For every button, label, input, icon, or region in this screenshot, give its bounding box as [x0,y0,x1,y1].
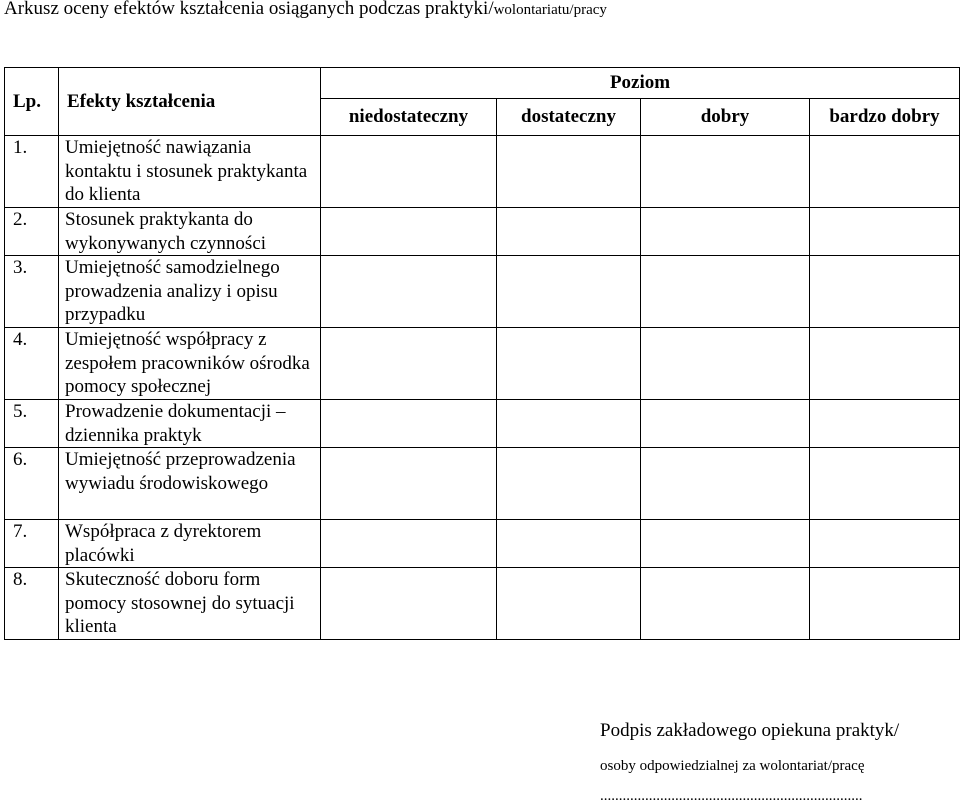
rating-cell-dobry[interactable] [641,400,810,448]
column-header-lp: Lp. [5,68,59,136]
rating-cell-niedostateczny[interactable] [321,328,497,400]
level-header-dostateczny: dostateczny [497,99,641,136]
rating-cell-bardzo-dobry[interactable] [810,448,960,520]
rating-cell-dobry[interactable] [641,328,810,400]
evaluation-table [4,67,960,640]
level-header-dobry: dobry [641,99,810,136]
table-row [5,136,960,208]
document-title-main: Arkusz oceny efektów kształcenia osiąganych podczas praktyki/ [4,0,494,19]
row-text: Skuteczność doboru form pomocy stosownej do sytuacji klienta [59,568,321,640]
row-number: 7. [5,520,59,568]
rating-cell-niedostateczny[interactable] [321,400,497,448]
rating-cell-bardzo-dobry[interactable] [810,328,960,400]
row-text: Umiejętność przeprowadzenia wywiadu środowiskowego [59,448,321,520]
table-row [5,208,960,256]
row-text: Współpraca z dyrektorem placówki [59,520,321,568]
row-number: 2. [5,208,59,256]
row-text: Stosunek praktykanta do wykonywanych czynności [59,208,321,256]
rating-cell-bardzo-dobry[interactable] [810,400,960,448]
rating-cell-dostateczny[interactable] [497,208,641,256]
table-row [5,568,960,640]
row-number: 8. [5,568,59,640]
row-number: 1. [5,136,59,208]
row-text: Umiejętność współpracy z zespołem pracowników ośrodka pomocy społecznej [59,328,321,400]
row-number: 6. [5,448,59,520]
rating-cell-dostateczny[interactable] [497,568,641,640]
table-row [5,256,960,328]
signature-sublabel: osoby odpowiedzialnej za wolontariat/pracę [600,758,865,774]
rating-cell-dostateczny[interactable] [497,400,641,448]
rating-cell-bardzo-dobry[interactable] [810,568,960,640]
table-row [5,448,960,520]
table-row [5,328,960,400]
rating-cell-dostateczny[interactable] [497,136,641,208]
row-text: Prowadzenie dokumentacji – dziennika praktyk [59,400,321,448]
rating-cell-dobry[interactable] [641,448,810,520]
rating-cell-dobry[interactable] [641,136,810,208]
rating-cell-dostateczny[interactable] [497,448,641,520]
column-header-poziom: Poziom [321,68,960,99]
rating-cell-niedostateczny[interactable] [321,136,497,208]
row-number: 3. [5,256,59,328]
signature-label: Podpis zakładowego opiekuna praktyk/ [600,720,900,741]
column-header-efekty: Efekty kształcenia [59,68,321,136]
table-row [5,520,960,568]
rating-cell-dostateczny[interactable] [497,328,641,400]
signature-line[interactable]: ...................................................................... [600,788,863,804]
rating-cell-dostateczny[interactable] [497,256,641,328]
document-title-small: wolontariatu/pracy [493,2,607,18]
rating-cell-niedostateczny[interactable] [321,568,497,640]
level-header-niedostateczny: niedostateczny [321,99,497,136]
row-number: 5. [5,400,59,448]
rating-cell-dostateczny[interactable] [497,520,641,568]
rating-cell-dobry[interactable] [641,568,810,640]
rating-cell-bardzo-dobry[interactable] [810,208,960,256]
rating-cell-niedostateczny[interactable] [321,448,497,520]
row-text: Umiejętność nawiązania kontaktu i stosunek praktykanta do klienta [59,136,321,208]
header-row [5,68,960,99]
rating-cell-bardzo-dobry[interactable] [810,136,960,208]
row-text: Umiejętność samodzielnego prowadzenia analizy i opisu przypadku [59,256,321,328]
rating-cell-dobry[interactable] [641,520,810,568]
rating-cell-bardzo-dobry[interactable] [810,256,960,328]
document-title [4,0,607,20]
table-row [5,400,960,448]
row-number: 4. [5,328,59,400]
rating-cell-niedostateczny[interactable] [321,208,497,256]
rating-cell-bardzo-dobry[interactable] [810,520,960,568]
rating-cell-niedostateczny[interactable] [321,520,497,568]
rating-cell-dobry[interactable] [641,256,810,328]
rating-cell-niedostateczny[interactable] [321,256,497,328]
level-header-bardzo-dobry: bardzo dobry [810,99,960,136]
rating-cell-dobry[interactable] [641,208,810,256]
